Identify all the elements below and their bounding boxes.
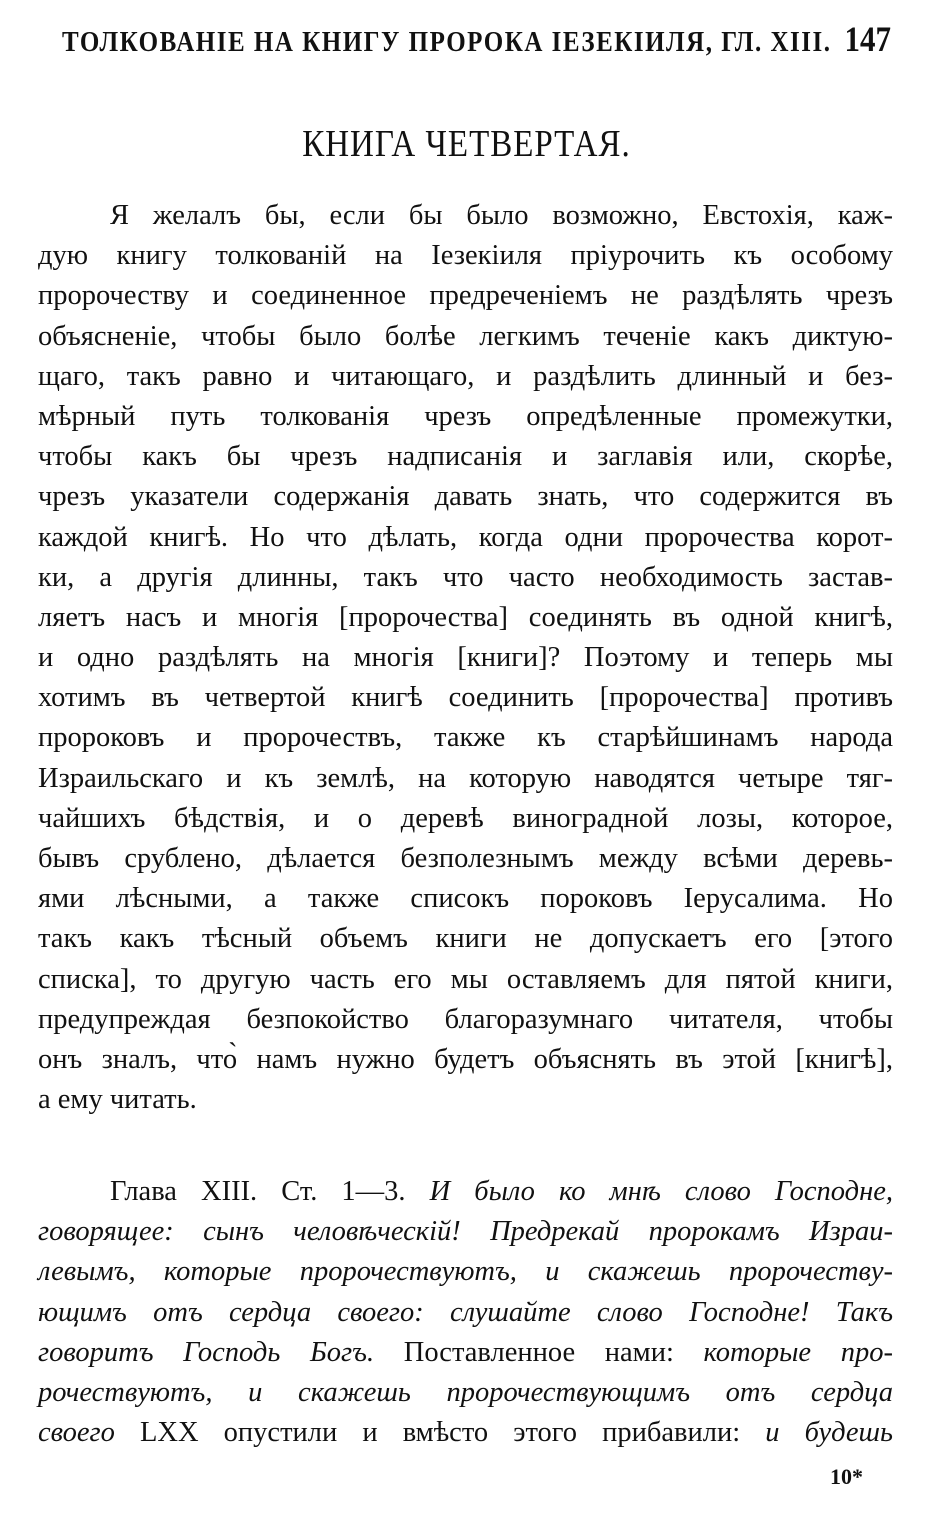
book-title: КНИГА ЧЕТВЕРТАЯ. [302, 124, 631, 166]
text-line: мѣрный путь толкованія чрезъ опредѣленные промежутки, [38, 400, 893, 432]
scripture-quote: своего [38, 1417, 115, 1449]
text-line: Я желалъ бы, если бы было возможно, Евстохія, каж- [110, 200, 893, 231]
text-line: бывъ срублено, дѣлается безполезнымъ между всѣми деревь- [38, 843, 893, 874]
text-line [38, 1293, 893, 1333]
text-line [38, 1333, 893, 1373]
scripture-quote: левымъ, которые пророчествуютъ, и скажешь пророчеству- [38, 1256, 893, 1288]
scripture-quote: И было ко мнѣ слово Господне, [429, 1176, 894, 1207]
text-line: дую книгу толкованій на Іезекіиля пріурочить къ особому [38, 240, 893, 272]
text-line: щаго, такъ равно и читающаго, и раздѣлить длинный и без- [38, 360, 893, 392]
page-header [62, 18, 891, 64]
text-line: списка], то другую часть его мы оставляемъ для пятой книги, [38, 963, 893, 995]
text-line: пророчеству и соединенное предреченіемъ не раздѣлять чрезъ [38, 280, 893, 312]
text-line: ляетъ насъ и многія [пророчества] соединять въ одной книгѣ, [38, 601, 893, 633]
signature-mark: 10* [830, 1464, 863, 1489]
text-line: ки, а другія длинны, такъ что часто необходимость застав- [38, 561, 893, 593]
text-line [38, 1413, 893, 1453]
scripture-quote: ющимъ отъ сердца своего: слушайте слово Господне! Такъ [38, 1296, 893, 1328]
text-line: а ему читать. [38, 1084, 197, 1116]
commentary-text: LXX опустили и вмѣсто этого прибавили: [140, 1417, 741, 1449]
text-line: объясненіе, чтобы было болѣе легкимъ теченіе какъ диктую- [38, 320, 893, 352]
text-line [38, 1252, 893, 1292]
text-line: Израильскаго и къ землѣ, на которую наводятся четыре тяг- [38, 762, 893, 794]
text-line: чтобы какъ бы чрезъ надписанія и заглавія или, скорѣе, [38, 441, 893, 473]
text-line: предупреждая безпокойство благоразумнаго читателя, чтобы [38, 1003, 893, 1035]
commentary-text: Поставленное нами: [403, 1336, 674, 1368]
preface-paragraph [38, 196, 893, 1120]
text-line [38, 1373, 893, 1413]
scripture-quote: говоритъ Господь Богъ. [38, 1336, 375, 1368]
text-line: ями лѣсными, а также списокъ пороковъ Іерусалима. Но [38, 883, 893, 915]
text-line [38, 1172, 893, 1212]
text-line: каждой книгѣ. Но что дѣлать, когда одни пророчества корот- [38, 521, 893, 553]
text-line: такъ какъ тѣсный объемъ книги не допускаетъ его [этого [38, 923, 893, 955]
text-line [38, 1212, 893, 1252]
text-line: онъ зналъ, что̀ намъ нужно будетъ объяснять въ этой [книгѣ], [38, 1043, 893, 1075]
chapter-verse-ref: Глава XIII. Ст. 1—3. [110, 1176, 406, 1207]
scripture-quote: которые про- [703, 1336, 893, 1368]
text-line: пророковъ и пророчествъ, также къ старѣйшинамъ народа [38, 722, 893, 754]
chapter-paragraph [38, 1172, 893, 1453]
text-line: хотимъ въ четвертой книгѣ соединить [пророчества] противъ [38, 682, 893, 714]
running-head: ТОЛКОВАНІЕ НА КНИГУ ПРОРОКА ІЕЗЕКІИЛЯ, ГЛ. XIII. [62, 26, 832, 58]
scripture-quote: и будешь [765, 1417, 893, 1449]
text-line: чрезъ указатели содержанія давать знать, что содержится въ [38, 481, 893, 513]
text-line: и одно раздѣлять на многія [книги]? Поэтому и теперь мы [38, 642, 893, 674]
text-line: чайшихъ бѣдствія, и о деревѣ виноградной лозы, которое, [38, 802, 893, 834]
scripture-quote: рочествуютъ, и скажешь пророчествующимъ отъ сердца [38, 1376, 893, 1408]
page-number: 147 [844, 18, 891, 59]
scripture-quote: говорящее: сынъ человѣческій! Предрекай пророкамъ Израи- [38, 1216, 893, 1248]
